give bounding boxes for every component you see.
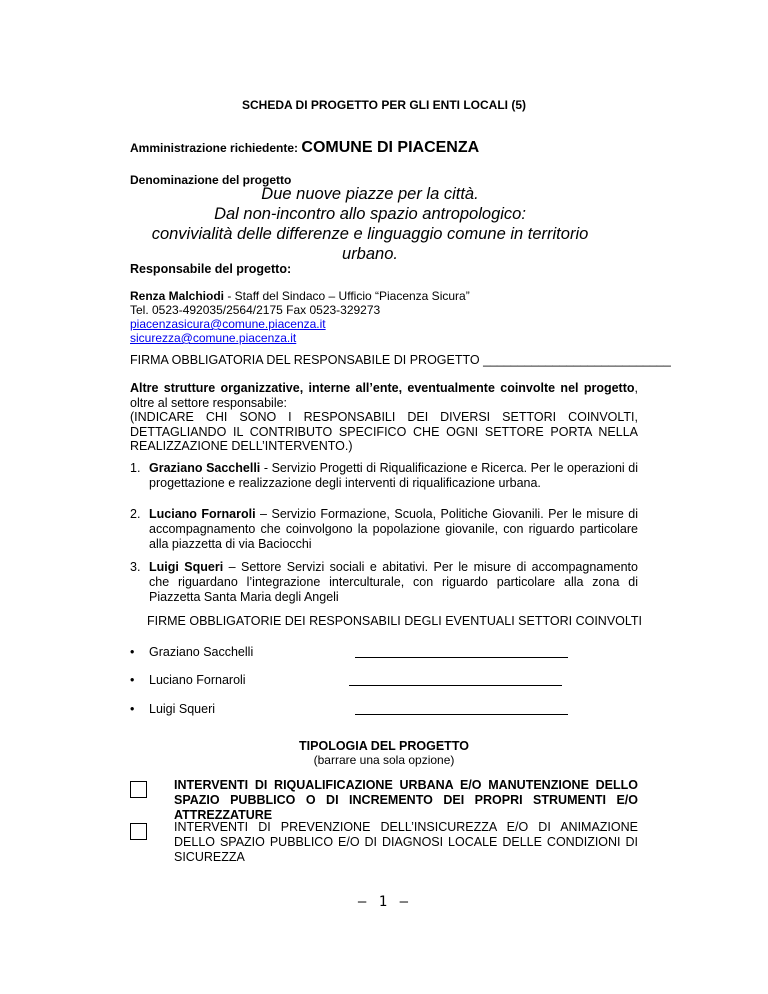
responsabile-block [130,289,470,345]
project-name [130,184,610,264]
signatory-name: Luciano Fornaroli [149,673,246,687]
responsabile-heading: Responsabile del progetto: [130,262,292,276]
responsabile-line [130,289,470,303]
list-description: - Servizio Progetti di Riqualificazione e Ricerca. Per le operazioni di progettazione e realizzazione degli interventi di riqualificazione urbana. [149,461,638,490]
signatory-name: Luigi Squeri [149,702,216,716]
signature-row [130,645,638,661]
tipologia-subtitle: (barrare una sola opzione) [313,753,455,767]
altre-strutture [130,381,638,454]
list-item [130,560,638,605]
list-number: 2. [130,507,141,521]
signature-line [355,657,568,658]
altre-bold: Altre strutture organizzative, interne all’ente, eventualmente coinvolte nel progetto [130,381,635,395]
signatory-name: Graziano Sacchelli [149,645,254,659]
firme-heading: FIRME OBBLIGATORIE DEI RESPONSABILI DEGLI EVENTUALI SETTORI COINVOLTI [147,614,643,628]
responsabile-tel: Tel. 0523-492035/2564/2175 Fax 0523-329273 [130,303,381,317]
project-name-line-1: Due nuove piazze per la città. [261,185,479,203]
admin-value: COMUNE DI PIACENZA [301,139,480,156]
firma-row [130,353,671,368]
tipologia-heading: TIPOLOGIA DEL PROGETTO [299,739,469,753]
bullet: • [130,673,135,687]
signature-line [349,685,562,686]
list-person-name: Luigi Squeri [149,560,224,574]
responsabile-role: - Staff del Sindaco – Ufficio “Piacenza Sicura” [224,289,470,303]
email-link-2[interactable]: sicurezza@comune.piacenza.it [130,331,297,345]
page-number: – 1 – [357,894,411,910]
admin-label: Amministrazione richiedente: [130,141,299,155]
denominazione-label: Denominazione del progetto [130,173,292,187]
document-title: SCHEDA DI PROGETTO PER GLI ENTI LOCALI (5) [241,98,526,112]
option-2-label: INTERVENTI DI PREVENZIONE DELL’INSICUREZZA E/O DI ANIMAZIONE DELLO SPAZIO PUBBLICO E/O DI DIAGNOSI LOCALE DELLE CONDIZIONI DI SICUREZZA [174,820,638,864]
list-description: – Settore Servizi sociali e abitativi. Per le misure di accompagnamento che riguardano l’integrazione interculturale, con riguardo particolare alla zona di Piazzetta Santa Maria degli Angeli [149,560,638,604]
list-item [130,461,638,491]
firma-label: FIRMA OBBLIGATORIA DEL RESPONSABILE DI PROGETTO [130,353,480,367]
list-person-name: Graziano Sacchelli [149,461,261,475]
firma-line: ___________________________ [483,353,671,367]
option-1-checkbox[interactable] [130,781,147,798]
responsabile-name: Renza Malchiodi [130,289,225,303]
bullet: • [130,702,135,716]
project-name-line-2: Dal non-incontro allo spazio antropologico: [214,205,526,223]
altre-note: (INDICARE CHI SONO I RESPONSABILI DEI DIVERSI SETTORI COINVOLTI, DETTAGLIANDO IL CONTRIBUTO SPECIFICO CHE OGNI SETTORE PORTA NELLA REALIZZAZIONE DELL’INTERVENTO.) [130,410,638,453]
admin-row [130,140,479,156]
email-link-1[interactable]: piacenzasicura@comune.piacenza.it [130,317,326,331]
list-number: 3. [130,560,141,574]
bullet: • [130,645,135,659]
list-description: – Servizio Formazione, Scuola, Politiche Giovanili. Per le misure di accompagnamento che coinvolgono la popolazione giovanile, con riguardo particolare alla piazzetta di via Baciocchi [149,507,638,551]
project-name-line-3: convivialità delle differenze e linguaggio comune in territorio urbano. [151,225,589,263]
altre-rest: , oltre al settore responsabile: [130,381,638,410]
option-2-checkbox[interactable] [130,823,147,840]
signature-row [130,673,638,689]
option-1-label: INTERVENTI DI RIQUALIFICAZIONE URBANA E/O MANUTENZIONE DELLO SPAZIO PUBBLICO O DI INCREMENTO DEI PROPRI STRUMENTI E/O ATTREZZATURE [174,778,638,822]
list-person-name: Luciano Fornaroli [149,507,256,521]
signature-row [130,702,638,718]
signature-line [355,714,568,715]
list-item [130,507,638,552]
list-number: 1. [130,461,141,475]
